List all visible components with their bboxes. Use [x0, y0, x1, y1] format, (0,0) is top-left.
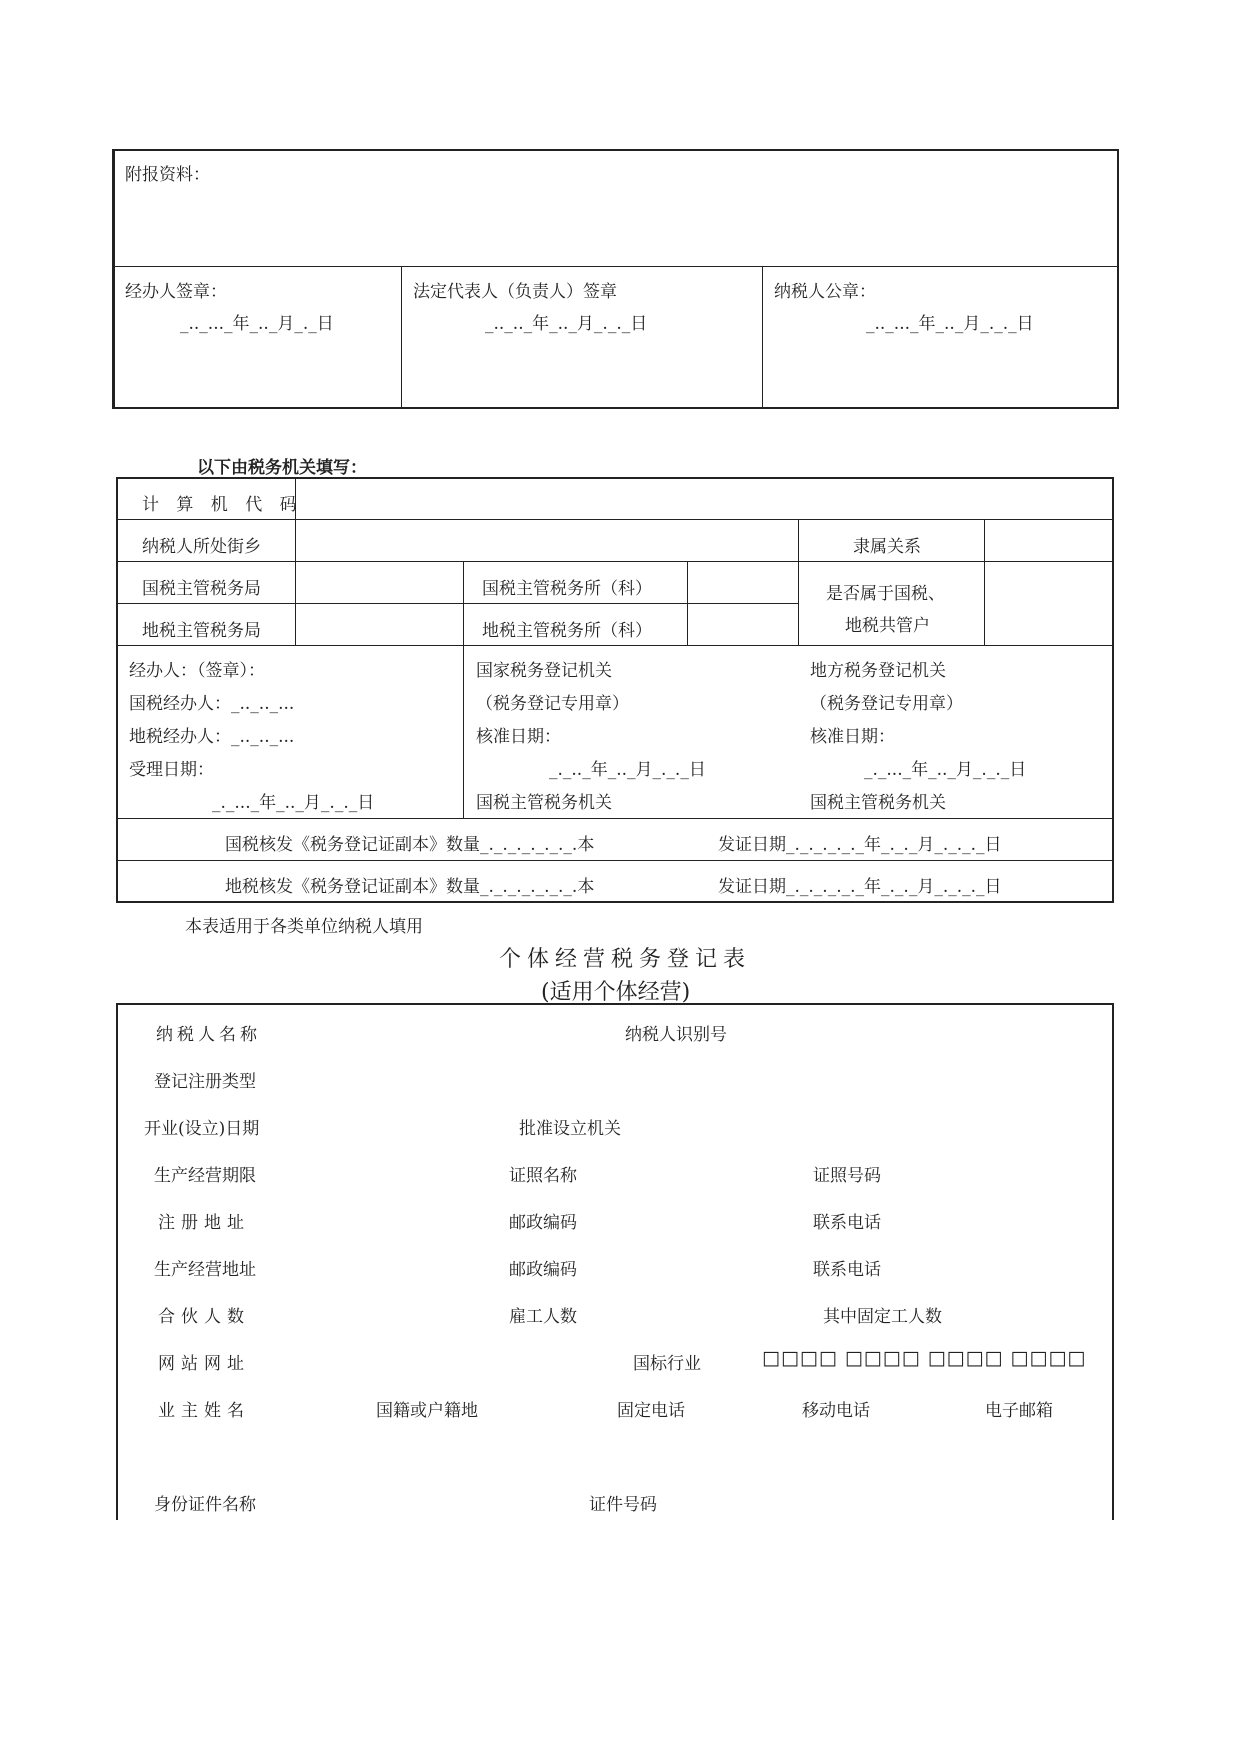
- taxpayer-seal-date[interactable]: _.._..._年_.._月_._._日: [866, 314, 1034, 334]
- postcode-label: 邮政编码: [509, 1260, 577, 1280]
- street-label: 纳税人所处街乡: [142, 537, 261, 557]
- row-divider: [118, 818, 1112, 819]
- col-divider: [687, 562, 688, 645]
- individual-business-table: [116, 1003, 1114, 1520]
- footnote: 本表适用于各类单位纳税人填用: [185, 917, 423, 937]
- phone-label: 联系电话: [813, 1213, 881, 1233]
- local-authority-label: 国税主管税务机关: [810, 793, 946, 813]
- local-agent-field[interactable]: 地税经办人：_.._.._...: [129, 727, 295, 747]
- national-agent-field[interactable]: 国税经办人：_.._.._...: [129, 694, 295, 714]
- id-no-label: 证件号码: [589, 1495, 657, 1515]
- row-divider: [118, 645, 1112, 646]
- employees-label: 雇工人数: [509, 1307, 577, 1327]
- local-bureau-label: 地税主管税务局: [142, 621, 261, 641]
- legal-rep-signature-date[interactable]: _.._.._年_.._月_._._日: [485, 314, 648, 334]
- local-issue-date[interactable]: 发证日期_._._._._._年_._._月_._._._日: [718, 877, 1002, 897]
- tax-authority-heading: 以下由税务机关填写：: [197, 458, 367, 478]
- postcode-label: 邮政编码: [509, 1213, 577, 1233]
- approval-authority-label: 批准设立机关: [519, 1119, 621, 1139]
- local-registry-label: 地方税务登记机关: [810, 661, 946, 681]
- fixed-workers-label: 其中固定工人数: [823, 1307, 942, 1327]
- taxpayer-id-label: 纳税人识别号: [625, 1025, 727, 1045]
- local-office-label: 地税主管税务所（科）: [482, 621, 652, 641]
- col-divider: [798, 520, 799, 645]
- nationality-label: 国籍或户籍地: [376, 1401, 478, 1421]
- phone-label: 联系电话: [813, 1260, 881, 1280]
- national-registry-label: 国家税务登记机关: [476, 661, 612, 681]
- open-date-label: 开业(设立)日期: [144, 1119, 260, 1139]
- form-title: 个体经营税务登记表: [499, 947, 752, 972]
- biz-address-label: 生产经营地址: [154, 1260, 256, 1280]
- row-divider: [118, 860, 1112, 861]
- national-office-label: 国税主管税务所（科）: [482, 579, 652, 599]
- affiliation-label: 隶属关系: [853, 537, 921, 557]
- industry-code-boxes[interactable]: □□□□ □□□□ □□□□ □□□□: [762, 1347, 1087, 1369]
- id-doc-label: 身份证件名称: [154, 1495, 256, 1515]
- national-issue-date[interactable]: 发证日期_._._._._._年_._._月_._._._日: [718, 835, 1002, 855]
- national-approval-date-label: 核准日期：: [476, 727, 561, 747]
- landline-label: 固定电话: [617, 1401, 685, 1421]
- row-divider: [118, 519, 1112, 520]
- local-approval-date-field[interactable]: _._..._年_.._月_._._日: [864, 760, 1027, 780]
- shared-management-label: 是否属于国税、: [826, 584, 945, 604]
- agent-signature-label: 经办人签章：: [125, 282, 227, 302]
- national-bureau-label: 国税主管税务局: [142, 579, 261, 599]
- legal-rep-signature-label: 法定代表人（负责人）签章: [413, 282, 617, 302]
- agent-sign-label: 经办人：（签章）：: [129, 661, 265, 681]
- shared-management-label: 地税共管户: [845, 616, 930, 636]
- computer-code-label: 计 算 机 代 码: [142, 495, 303, 515]
- accept-date-label: 受理日期：: [129, 760, 214, 780]
- col-divider: [463, 562, 464, 818]
- license-name-label: 证照名称: [509, 1166, 577, 1186]
- mobile-label: 移动电话: [802, 1401, 870, 1421]
- agent-signature-date[interactable]: _.._..._年_.._月_._日: [180, 314, 334, 334]
- local-copy-count[interactable]: 地税核发《税务登记证副本》数量_._._._._._._.本: [225, 877, 595, 897]
- national-authority-label: 国税主管税务机关: [476, 793, 612, 813]
- national-seal-label: （税务登记专用章）: [476, 694, 629, 714]
- owner-name-label: 业主姓名: [158, 1401, 250, 1421]
- col-divider: [984, 520, 985, 645]
- taxpayer-name-label: 纳税人名称: [156, 1025, 261, 1045]
- taxpayer-seal-label: 纳税人公章：: [774, 282, 876, 302]
- divider: [401, 267, 402, 407]
- website-label: 网站网址: [158, 1354, 250, 1374]
- industry-label: 国标行业: [633, 1354, 701, 1374]
- attachments-label: 附报资料：: [125, 165, 210, 185]
- local-seal-label: （税务登记专用章）: [810, 694, 963, 714]
- email-label: 电子邮箱: [985, 1401, 1053, 1421]
- accept-date-field[interactable]: _._..._年_.._月_._._日: [212, 793, 375, 813]
- row-divider: [118, 561, 1112, 562]
- partners-label: 合伙人数: [158, 1307, 250, 1327]
- local-approval-date-label: 核准日期：: [810, 727, 895, 747]
- row-divider: [118, 603, 798, 604]
- national-approval-date-field[interactable]: _._.._年_.._月_._._日: [549, 760, 706, 780]
- reg-type-label: 登记注册类型: [154, 1072, 256, 1092]
- divider: [762, 267, 763, 407]
- form-subtitle: (适用个体经营): [541, 980, 691, 1005]
- license-no-label: 证照号码: [813, 1166, 881, 1186]
- national-copy-count[interactable]: 国税核发《税务登记证副本》数量_._._._._._._.本: [225, 835, 595, 855]
- divider: [114, 266, 1117, 267]
- period-label: 生产经营期限: [154, 1166, 256, 1186]
- reg-address-label: 注册地址: [158, 1213, 250, 1233]
